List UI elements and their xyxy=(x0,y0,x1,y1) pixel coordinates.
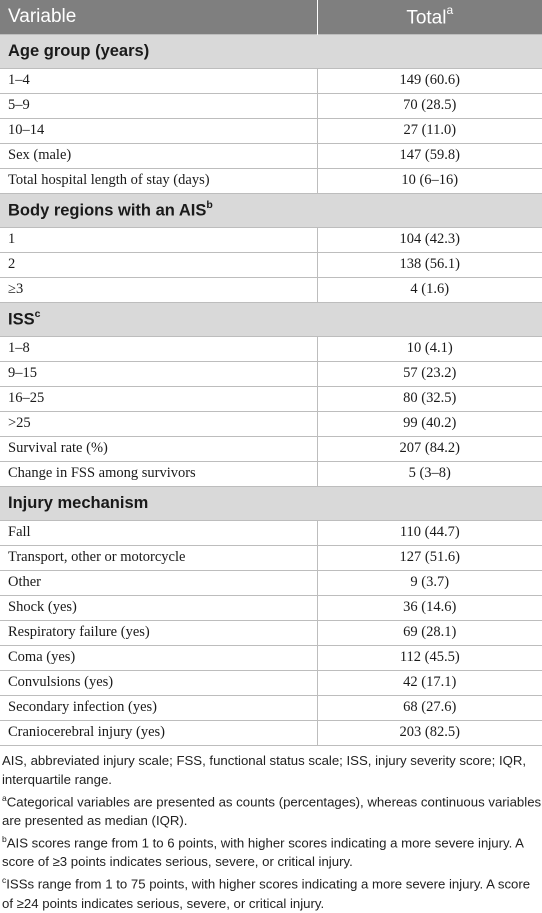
footnote-abbreviations: AIS, abbreviated injury scale; FSS, functional status scale; ISS, injury severity score; IQR, interquartile range. xyxy=(2,752,527,787)
row-value: 104 (42.3) xyxy=(317,227,542,252)
row-value: 147 (59.8) xyxy=(317,143,542,168)
row-value: 27 (11.0) xyxy=(317,118,542,143)
table-row xyxy=(0,720,542,745)
row-label: >25 xyxy=(0,411,317,436)
table-row xyxy=(0,520,542,545)
row-label: Craniocerebral injury (yes) xyxy=(0,720,317,745)
row-value: 138 (56.1) xyxy=(317,252,542,277)
footnote-a-text: Categorical variables are presented as counts (percentages), whereas continuous variables are presented as median (IQR). xyxy=(2,793,542,828)
section-title-cell xyxy=(0,34,542,68)
section-title-cell xyxy=(0,486,542,520)
footnote-b-mark: b xyxy=(2,833,7,844)
table-row xyxy=(0,595,542,620)
table-row xyxy=(0,168,542,193)
row-label: Fall xyxy=(0,520,317,545)
section-footnote-mark: c xyxy=(34,307,41,320)
section-title: Body regions with an AIS xyxy=(8,201,207,220)
table-row xyxy=(0,118,542,143)
section-header-row xyxy=(0,486,542,520)
row-label: 5–9 xyxy=(0,93,317,118)
row-label: Other xyxy=(0,570,317,595)
section-header-row xyxy=(0,34,542,68)
row-value: 9 (3.7) xyxy=(317,570,542,595)
row-value: 203 (82.5) xyxy=(317,720,542,745)
table-row xyxy=(0,645,542,670)
footnote-a xyxy=(2,789,542,830)
section-title: Age group (years) xyxy=(8,41,150,60)
table-row xyxy=(0,545,542,570)
row-label: 9–15 xyxy=(0,361,317,386)
row-label: 16–25 xyxy=(0,386,317,411)
table-row xyxy=(0,570,542,595)
row-value: 5 (3–8) xyxy=(317,461,542,486)
section-title: ISS xyxy=(8,310,35,329)
section-footnote-mark: b xyxy=(206,198,213,211)
section-title-cell xyxy=(0,302,542,336)
header-total-label: Total xyxy=(406,6,447,28)
row-label: Convulsions (yes) xyxy=(0,670,317,695)
row-value: 80 (32.5) xyxy=(317,386,542,411)
row-value: 4 (1.6) xyxy=(317,277,542,302)
row-label: Change in FSS among survivors xyxy=(0,461,317,486)
row-label: 1 xyxy=(0,227,317,252)
table-row xyxy=(0,68,542,93)
table-row xyxy=(0,670,542,695)
row-label: 1–8 xyxy=(0,336,317,361)
table-header-row xyxy=(0,0,542,34)
table-row xyxy=(0,252,542,277)
row-value: 207 (84.2) xyxy=(317,436,542,461)
row-label: Coma (yes) xyxy=(0,645,317,670)
row-label: Survival rate (%) xyxy=(0,436,317,461)
table-row xyxy=(0,143,542,168)
table-row xyxy=(0,227,542,252)
section-header-row xyxy=(0,302,542,336)
row-label: ≥3 xyxy=(0,277,317,302)
header-variable: Variable xyxy=(0,0,317,34)
table-row xyxy=(0,277,542,302)
row-label: Sex (male) xyxy=(0,143,317,168)
section-header-row xyxy=(0,193,542,227)
table-body xyxy=(0,34,542,745)
row-label: Shock (yes) xyxy=(0,595,317,620)
footnotes xyxy=(0,746,542,913)
row-value: 10 (4.1) xyxy=(317,336,542,361)
row-label: Transport, other or motorcycle xyxy=(0,545,317,570)
table-row xyxy=(0,336,542,361)
header-total-footnote-mark: a xyxy=(446,2,454,17)
footnote-c-text: ISSs range from 1 to 75 points, with higher scores indicating a more severe injury. A score of ≥24 points indicates serious, severe, or critical injury. xyxy=(2,876,531,911)
row-value: 42 (17.1) xyxy=(317,670,542,695)
row-value: 110 (44.7) xyxy=(317,520,542,545)
row-label: Respiratory failure (yes) xyxy=(0,620,317,645)
section-title: Injury mechanism xyxy=(8,493,149,512)
row-value: 149 (60.6) xyxy=(317,68,542,93)
table-row xyxy=(0,620,542,645)
row-value: 127 (51.6) xyxy=(317,545,542,570)
row-value: 70 (28.5) xyxy=(317,93,542,118)
footnote-a-mark: a xyxy=(2,792,7,803)
table-row xyxy=(0,461,542,486)
table-row xyxy=(0,386,542,411)
row-label: Total hospital length of stay (days) xyxy=(0,168,317,193)
row-value: 69 (28.1) xyxy=(317,620,542,645)
row-label: Secondary infection (yes) xyxy=(0,695,317,720)
footnote-c xyxy=(2,871,542,912)
header-total xyxy=(317,0,542,34)
row-value: 68 (27.6) xyxy=(317,695,542,720)
footnote-c-mark: c xyxy=(2,875,7,886)
section-title-cell xyxy=(0,193,542,227)
row-value: 99 (40.2) xyxy=(317,411,542,436)
table-row xyxy=(0,93,542,118)
row-label: 10–14 xyxy=(0,118,317,143)
table-row xyxy=(0,411,542,436)
footnote-b-text: AIS scores range from 1 to 6 points, with higher scores indicating a more severe injury. A score of ≥3 points indicates serious, severe, or critical injury. xyxy=(2,835,524,870)
row-label: 1–4 xyxy=(0,68,317,93)
row-label: 2 xyxy=(0,252,317,277)
footnote-b xyxy=(2,830,542,871)
table-row xyxy=(0,361,542,386)
table-row xyxy=(0,436,542,461)
row-value: 10 (6–16) xyxy=(317,168,542,193)
row-value: 36 (14.6) xyxy=(317,595,542,620)
row-value: 112 (45.5) xyxy=(317,645,542,670)
table-row xyxy=(0,695,542,720)
row-value: 57 (23.2) xyxy=(317,361,542,386)
